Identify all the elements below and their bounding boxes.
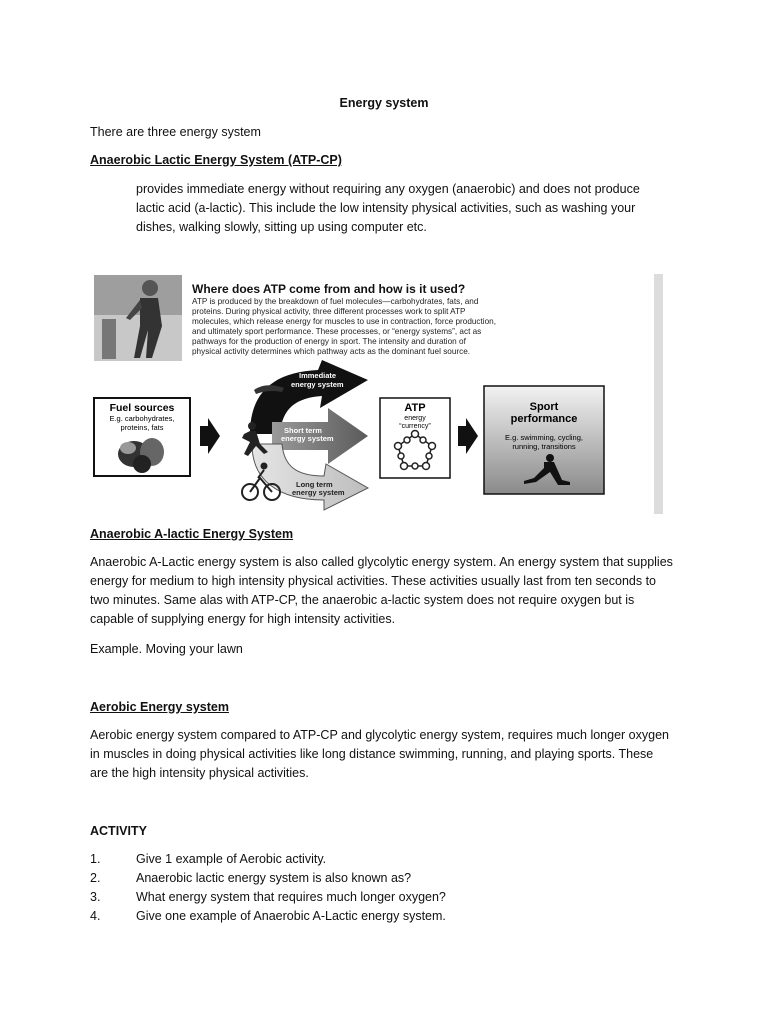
figure-desc-line: proteins. During physical activity, three different processes work to split ATP <box>192 307 466 316</box>
activity-heading: ACTIVITY <box>90 824 147 838</box>
section1-line: provides immediate energy without requiring any oxygen (anaerobic) and does not produce <box>136 182 640 196</box>
section3-line: Aerobic energy system compared to ATP-CP and glycolytic energy system, requires much longer oxygen <box>90 728 669 742</box>
svg-text:energy system: energy system <box>281 434 334 443</box>
sport-title: performance <box>510 413 578 425</box>
atp-box <box>380 398 450 478</box>
figure-desc-line: and ultimately sport performance. These processes, or “energy systems”, act as <box>192 327 482 336</box>
figure-desc-line: molecules, which release energy for muscles to use in contraction, force production, <box>192 317 496 326</box>
sport-performance-box <box>484 386 604 494</box>
runner-photo <box>94 275 182 361</box>
item-number: 1. <box>90 852 101 866</box>
section1-line: dishes, walking slowly, sitting up using computer etc. <box>136 220 427 234</box>
figure-side-bar <box>654 274 663 514</box>
item-text: Give 1 example of Aerobic activity. <box>136 852 327 866</box>
section2-line: Anaerobic A-Lactic energy system is also called glycolytic energy system. An energy system that supplies <box>90 555 673 569</box>
section2-line: capable of supplying energy for high intensity activities. <box>90 612 396 626</box>
fuel-sources-box <box>94 398 190 476</box>
item-number: 4. <box>90 909 101 923</box>
atp-sub: energy <box>404 415 426 422</box>
item-number: 3. <box>90 890 101 904</box>
sport-sub: E.g. swimming, cycling, <box>505 433 583 442</box>
arrow-right-icon <box>458 418 478 454</box>
svg-text:Long term: Long term <box>296 480 333 489</box>
item-text: Give one example of Anaerobic A-Lactic energy system. <box>136 909 446 923</box>
section1-heading: Anaerobic Lactic Energy System (ATP-CP) <box>90 153 342 167</box>
section3-heading: Aerobic Energy system <box>90 700 229 714</box>
fuel-sub: proteins, fats <box>120 423 164 432</box>
atp-sub: “currency” <box>399 423 431 430</box>
figure-desc-line: ATP is produced by the breakdown of fuel molecules—carbohydrates, fats, and <box>192 297 479 306</box>
intro-text: There are three energy system <box>90 125 261 139</box>
svg-text:Short term: Short term <box>284 426 322 435</box>
page-title: Energy system <box>339 96 429 110</box>
section2-line: energy for medium to high intensity physical activities. These activities usually last from ten seconds to <box>90 574 657 588</box>
svg-text:energy system: energy system <box>291 380 344 389</box>
sport-sub: running, transitions <box>512 442 576 451</box>
fuel-sub: E.g. carbohydrates, <box>109 414 175 423</box>
item-text: Anaerobic lactic energy system is also known as? <box>136 871 412 885</box>
figure-desc-line: physical activity determines which pathway acts as the dominant fuel source. <box>192 347 471 356</box>
example-text: Example. Moving your lawn <box>90 642 243 656</box>
item-number: 2. <box>90 871 101 885</box>
section2-line: two minutes. Same alas with ATP-CP, the anaerobic a-lactic system does not require oxygen but is <box>90 593 635 607</box>
section3-line: are the high intensity physical activities. <box>90 766 309 780</box>
figure-desc-line: pathways for the production of energy in sport. The intensity and duration of <box>192 337 466 346</box>
figure-heading: Where does ATP come from and how is it used? <box>192 282 466 296</box>
short-term-energy-arrow <box>272 408 368 464</box>
arrow-right-icon <box>200 418 220 454</box>
sport-title: Sport <box>529 401 559 413</box>
atp-title: ATP <box>404 402 426 414</box>
section1-line: lactic acid (a-lactic). This include the low intensity physical activities, such as washing your <box>136 201 636 215</box>
svg-text:energy system: energy system <box>292 488 345 497</box>
atp-diagram <box>92 274 654 514</box>
fuel-title: Fuel sources <box>109 402 175 414</box>
atp-figure <box>92 274 663 514</box>
svg-text:Immediate: Immediate <box>299 371 337 380</box>
item-text: What energy system that requires much longer oxygen? <box>136 890 446 904</box>
section3-line: in muscles in doing physical activities like long distance swimming, running, and playing sports. These <box>90 747 654 761</box>
section2-heading: Anaerobic A-lactic Energy System <box>90 527 294 541</box>
